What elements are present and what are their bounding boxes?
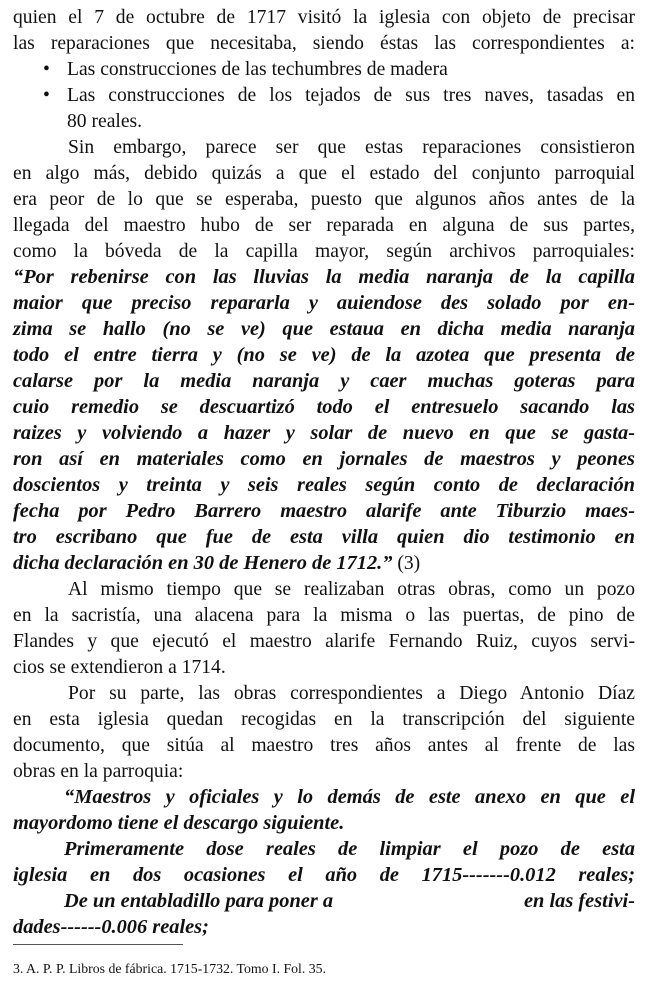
- quote-line: maior que preciso repararla y auiendose des solado por en-: [13, 292, 635, 314]
- quote-line: ron así en materiales como en jornales de maestros y peones: [13, 448, 635, 470]
- quote-line: mayordomo tiene el descargo siguiente.: [13, 812, 345, 834]
- text-line: cios se extendieron a 1714.: [13, 657, 226, 678]
- quote-line: doscientos y treinta y seis reales según conto de declaración: [13, 474, 635, 496]
- text-line: Al mismo tiempo que se realizaban otras obras, como un pozo: [68, 579, 635, 600]
- list-item: [43, 57, 635, 82]
- list-item-text: Las construcciones de las techumbres de madera: [67, 59, 448, 80]
- text-line: las reparaciones que necesitaba, siendo éstas las correspondientes a:: [13, 33, 635, 54]
- quote-line: Primeramente dose reales de limpiar el pozo de esta: [64, 838, 635, 860]
- quote-text: dicha declaración en 30 de Henero de 1712.”: [13, 552, 393, 574]
- text-line: documento, que sitúa al maestro tres años antes al frente de las: [13, 735, 635, 756]
- quote-line: tro escribano que fue de esta villa quien dio testimonio en: [13, 526, 635, 548]
- quote-line: zima se hallo (no se ve) que estaua en dicha media naranja: [13, 318, 635, 340]
- text-line: como la bóveda de la capilla mayor, según archivos parroquiales:: [13, 241, 635, 262]
- text-line: 80 reales.: [67, 111, 143, 132]
- quote-line: iglesia en dos ocasiones el año de 1715-------0.012 reales;: [13, 864, 635, 886]
- list-item-text: Las construcciones de los tejados de sus tres naves, tasadas en: [67, 85, 635, 106]
- text-line: Sin embargo, parece ser que estas reparaciones consistieron: [68, 137, 635, 158]
- quote-line: dades------0.006 reales;: [13, 916, 209, 938]
- text-line: llegada del maestro hubo de ser reparada en alguna de sus partes,: [13, 215, 635, 236]
- bullet-icon: •: [43, 85, 50, 106]
- quote-line: fecha por Pedro Barrero maestro alarife ante Tiburzio maes-: [13, 500, 635, 522]
- quote-line: cuio remedio se descuartizó todo el entresuelo sacando las: [13, 396, 635, 418]
- text-line: en la sacristía, una alacena para la misma o las puertas, de pino de: [13, 605, 635, 626]
- quote-line: [13, 551, 635, 576]
- footnote: 3. A. P. P. Libros de fábrica. 1715-1732. Tomo I. Fol. 35.: [13, 961, 327, 976]
- quote-line: De un entabladillo para poner a: [64, 890, 334, 912]
- quote-line: todo el entre tierra y (no se ve) de la azotea que presenta de: [13, 344, 635, 366]
- footnote-divider: [13, 944, 183, 945]
- text-line: en algo más, debido quizás a que el estado del conjunto parroquial: [13, 163, 635, 184]
- text-line: obras en la parroquia:: [13, 761, 184, 782]
- quote-line: raizes y volviendo a hazer y solar de nuevo en que se gasta-: [13, 422, 635, 444]
- bullet-icon: •: [43, 59, 50, 80]
- list-item: [43, 83, 635, 108]
- text-line: Por su parte, las obras correspondientes a Diego Antonio Díaz: [68, 683, 635, 704]
- text-line: quien el 7 de octubre de 1717 visitó la iglesia con objeto de precisar: [13, 7, 635, 28]
- text-line: Flandes y que ejecutó el maestro alarife Fernando Ruiz, cuyos servi-: [13, 631, 635, 652]
- text-line: en esta iglesia quedan recogidas en la transcripción del siguiente: [13, 709, 635, 730]
- text-line: era peor de lo que se esperaba, puesto que algunos años antes de la: [13, 189, 635, 210]
- quote-line: “Maestros y oficiales y lo demás de este anexo en que el: [64, 786, 635, 808]
- footnote-ref: (3): [397, 553, 421, 574]
- quote-line: en las festivi-: [524, 890, 635, 912]
- quote-line: “Por rebenirse con las lluvias la media naranja de la capilla: [13, 266, 635, 288]
- quote-line: calarse por la media naranja y caer muchas goteras para: [13, 370, 635, 392]
